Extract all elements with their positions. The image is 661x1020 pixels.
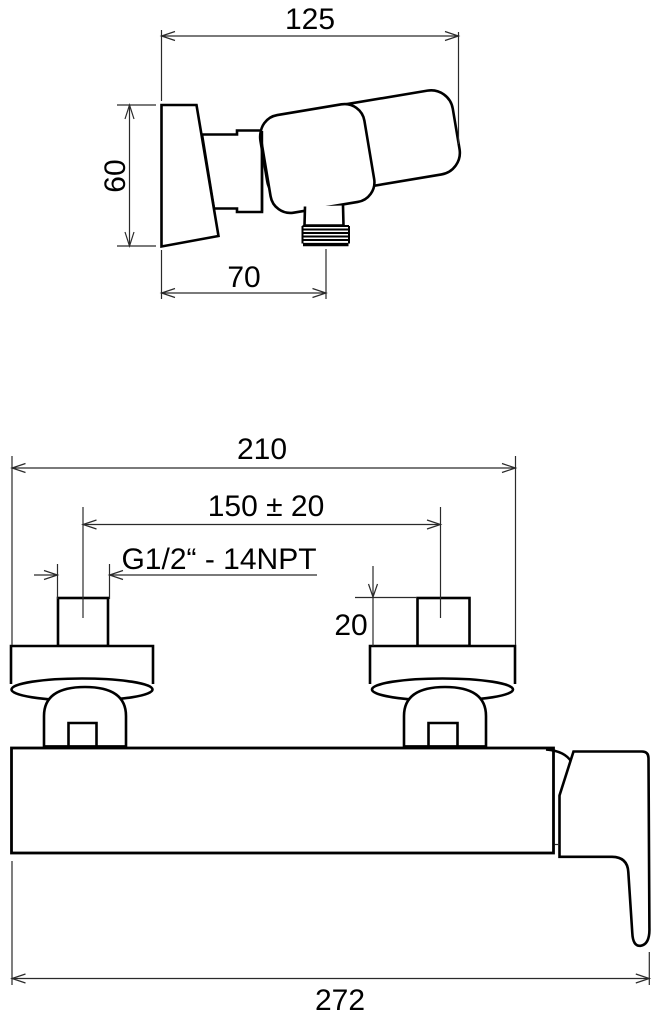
lever-handle: [560, 752, 650, 946]
outlet-thread: [302, 226, 351, 245]
dim-wall-to-outlet-label: 70: [227, 261, 261, 294]
dim-inlet-projection-label: 20: [334, 609, 368, 642]
inlet-assembly-left: [11, 598, 153, 749]
dimension-overall-width: [12, 861, 649, 1017]
dim-bracket-height-label: 60: [99, 159, 132, 193]
ext-line: [12, 861, 649, 985]
dimension-wall-to-outlet: [162, 249, 327, 299]
mixer-body: [12, 748, 554, 853]
mixer-knob-side: [258, 101, 378, 216]
dimension-inlet-projection: [334, 566, 416, 646]
side-view: [99, 3, 463, 299]
outlet-neck: [305, 206, 344, 226]
dim-escutcheon-span-label: 210: [236, 433, 288, 466]
dim-overall-depth-label: 125: [284, 3, 336, 36]
nut-notch-right: [429, 723, 458, 748]
dimension-bracket-height: [99, 105, 156, 246]
dim-thread-spec-label: G1/2“ - 14NPT: [121, 543, 317, 576]
front-view: [11, 433, 649, 1017]
nut-notch-left: [69, 723, 97, 748]
dim-inlet-center-distance-label: 150 ± 20: [207, 490, 325, 523]
thread-ridges: [302, 226, 351, 240]
inlet-square-right: [418, 598, 470, 646]
inlet-assembly-right: [370, 598, 515, 749]
dimension-thread-spec: [34, 543, 317, 599]
dim-overall-width-label: 272: [314, 984, 366, 1017]
